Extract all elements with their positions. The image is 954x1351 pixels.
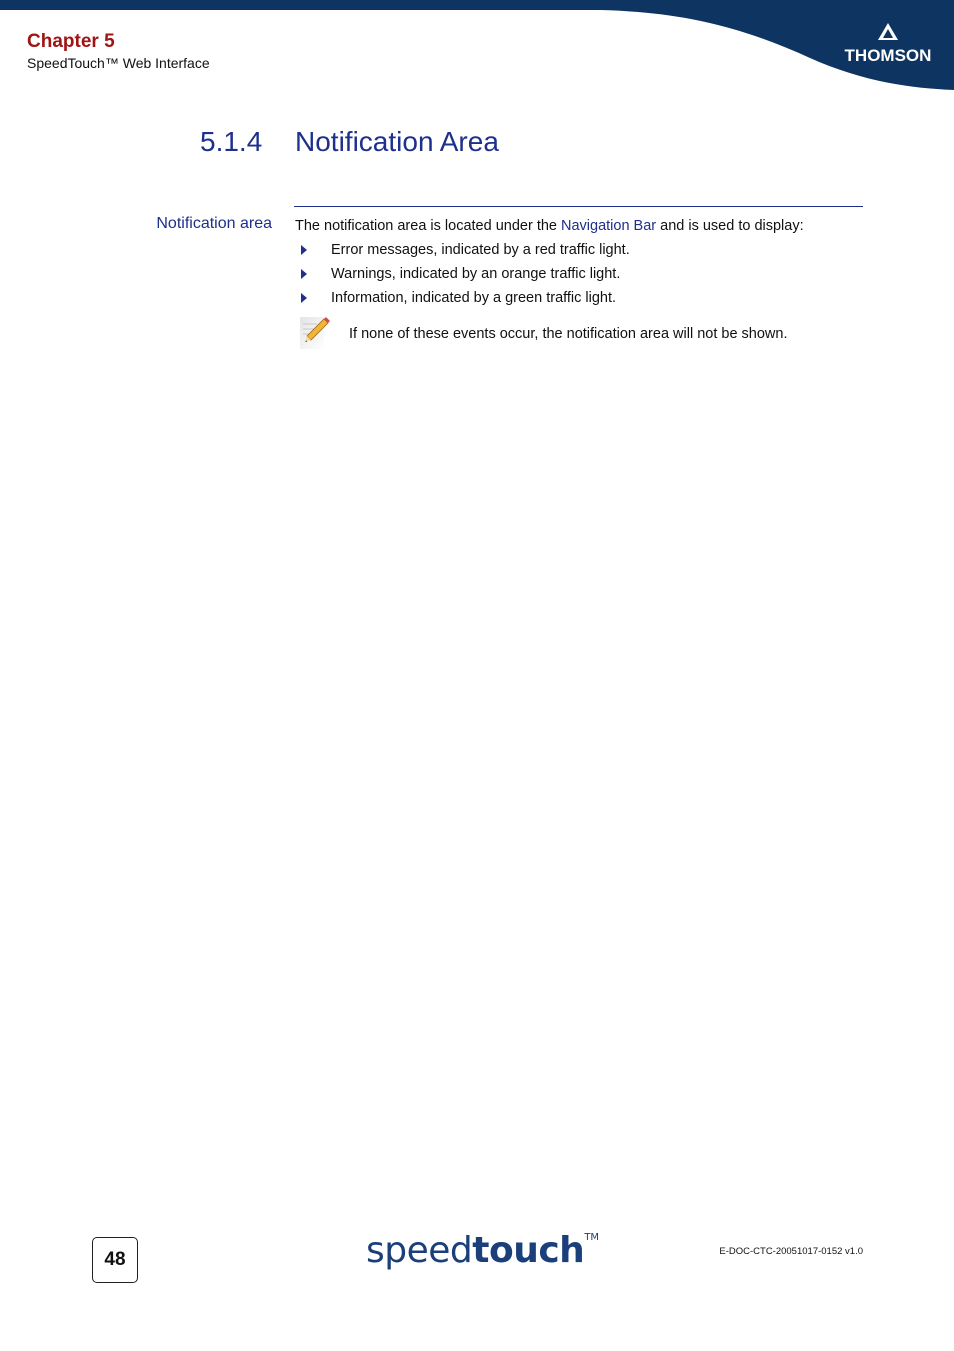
triangle-bullet-icon — [301, 245, 307, 255]
section-number: 5.1.4 — [200, 126, 263, 157]
triangle-bullet-icon — [301, 269, 307, 279]
side-heading: Notification area — [156, 215, 272, 232]
book-title: SpeedTouch™ Web Interface — [27, 55, 210, 71]
bullet-text: Warnings, indicated by an orange traffic light. — [331, 266, 621, 282]
header-band-shape — [0, 0, 954, 95]
header-band — [0, 0, 954, 95]
thomson-logo — [838, 22, 938, 70]
chapter-label: Chapter 5 — [27, 31, 115, 52]
navigation-bar-link[interactable]: Navigation Bar — [561, 218, 657, 234]
bullet-text: Error messages, indicated by a red traffic light. — [331, 242, 630, 258]
page-number: 48 — [92, 1237, 138, 1283]
document-id: E-DOC-CTC-20051017-0152 v1.0 — [719, 1246, 863, 1257]
note-text: If none of these events occur, the notification area will not be shown. — [349, 326, 788, 342]
thomson-mark-icon — [876, 22, 900, 42]
brand-light-text: speed — [366, 1230, 473, 1271]
triangle-bullet-icon — [301, 293, 307, 303]
thomson-wordmark: THOMSON — [844, 46, 932, 65]
bullet-text: Information, indicated by a green traffic light. — [331, 290, 617, 306]
brand-trademark: TM — [584, 1232, 600, 1243]
brand-bold-text: touch — [472, 1230, 585, 1271]
section-rule — [294, 206, 863, 207]
intro-text-start: The notification area is located under the — [295, 218, 561, 234]
speedtouch-logo — [366, 1230, 599, 1274]
pencil-note-icon — [299, 314, 331, 350]
section-heading — [200, 126, 499, 158]
section-title: Notification Area — [295, 126, 499, 157]
intro-text-end: and is used to display: — [656, 218, 804, 234]
intro-paragraph — [295, 217, 865, 235]
